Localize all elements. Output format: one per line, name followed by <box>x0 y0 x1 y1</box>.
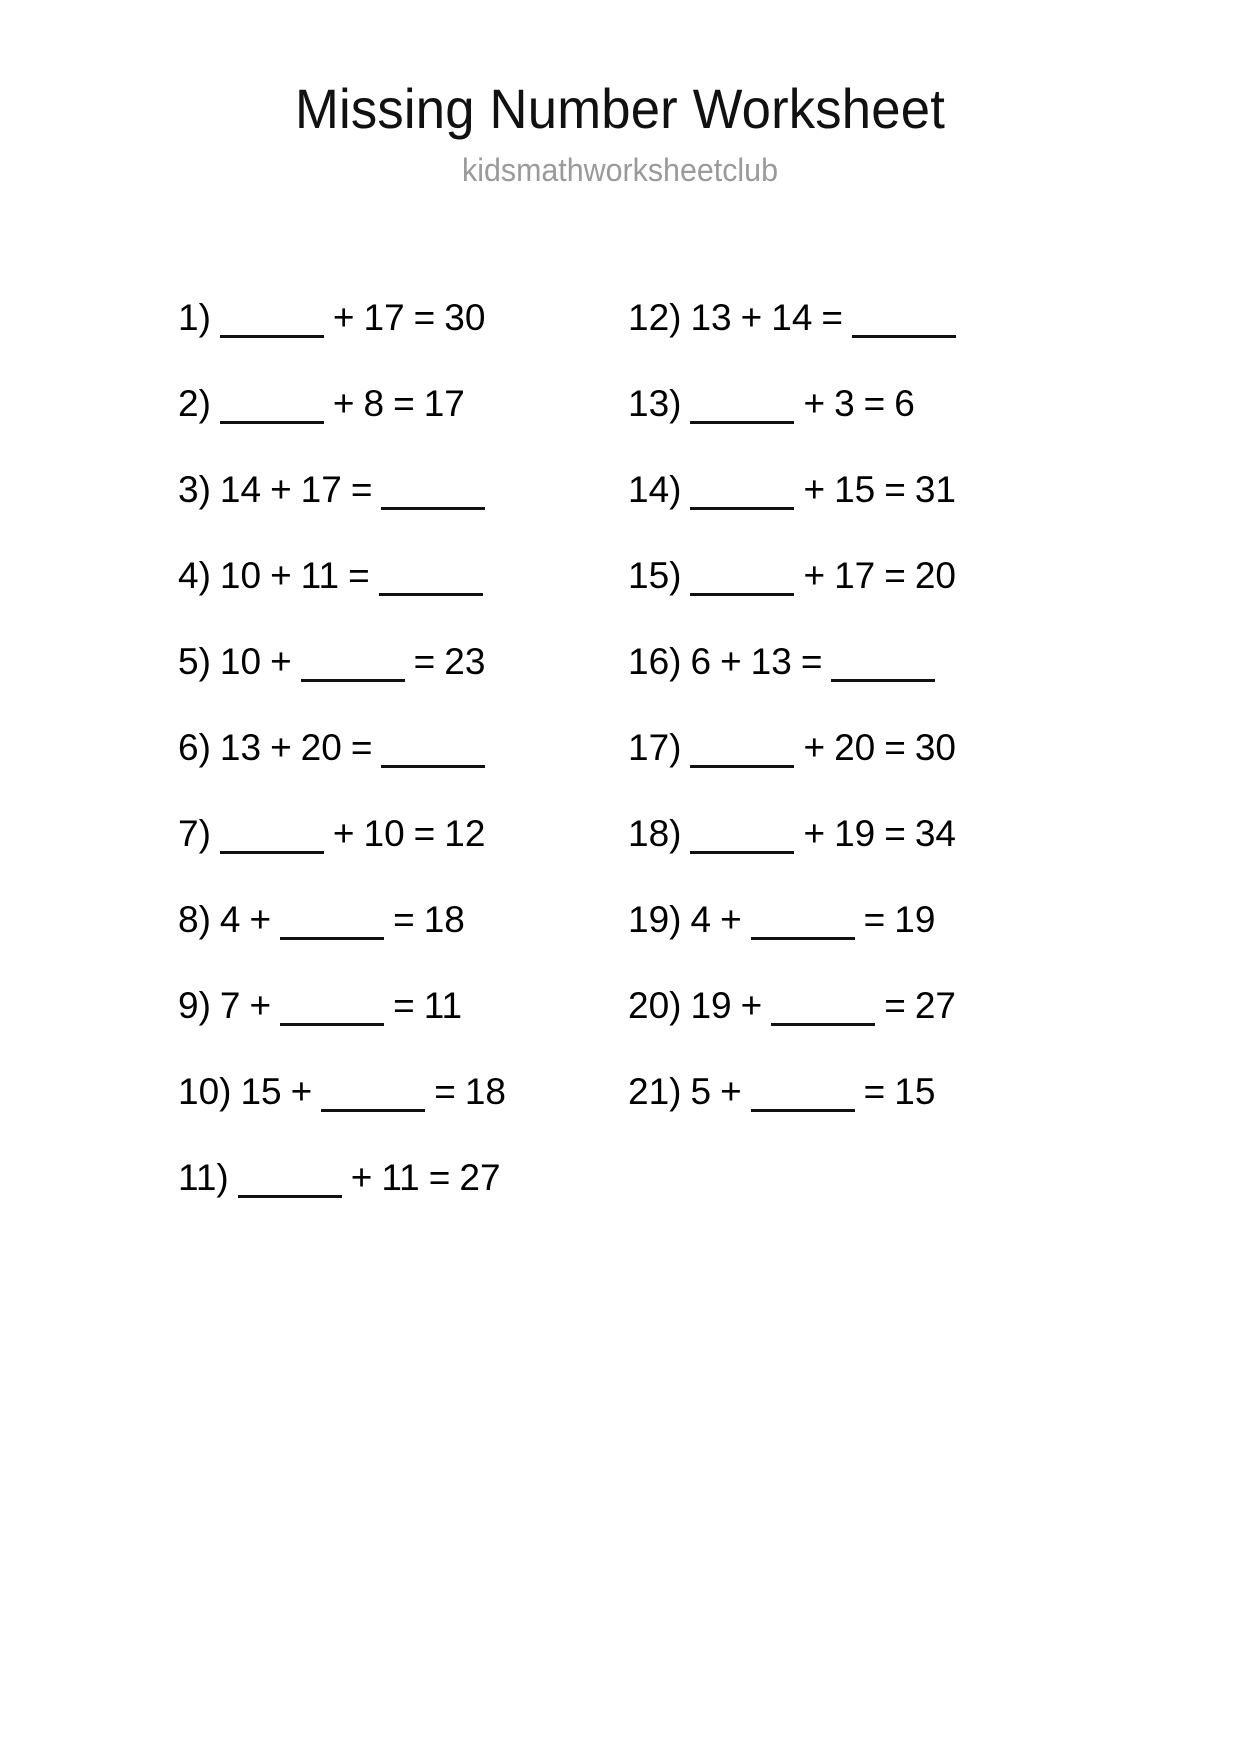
plus-operator: + <box>332 813 355 854</box>
plus-operator: + <box>803 813 826 854</box>
operand-a: 10 <box>219 555 262 596</box>
operand-result: 20 <box>914 555 957 596</box>
operand-result: 11 <box>423 985 463 1026</box>
problem-number: 15) <box>628 555 682 596</box>
problem-row <box>628 640 1078 726</box>
operand-b: 11 <box>381 1157 420 1198</box>
operand-b: 15 <box>834 469 876 510</box>
operand-b: 20 <box>300 727 342 768</box>
problem-row <box>178 1070 628 1156</box>
plus-operator: + <box>803 383 826 424</box>
equals-operator: = <box>884 727 906 768</box>
plus-operator: + <box>270 727 292 768</box>
operand-result: 18 <box>423 899 465 940</box>
operand-result: 27 <box>914 985 957 1026</box>
operand-b: 17 <box>300 469 342 510</box>
answer-blank[interactable] <box>751 1073 855 1112</box>
problem-number: 17) <box>628 727 682 768</box>
equals-operator: = <box>350 727 373 768</box>
answer-blank[interactable] <box>690 729 794 768</box>
problem-row <box>178 984 628 1070</box>
operand-b: 19 <box>834 813 876 854</box>
answer-blank[interactable] <box>301 643 405 682</box>
plus-operator: + <box>720 899 742 940</box>
plus-operator: + <box>332 297 355 338</box>
operand-result: 34 <box>914 813 957 854</box>
problem-row <box>628 1070 1078 1156</box>
problem-row <box>628 468 1078 554</box>
equals-operator: = <box>413 641 436 682</box>
problem-row <box>178 898 628 984</box>
equals-operator: = <box>393 899 415 940</box>
answer-blank[interactable] <box>690 815 794 854</box>
operand-result: 15 <box>894 1071 936 1112</box>
problem-number: 19) <box>628 899 682 940</box>
problem-number: 21) <box>628 1071 682 1112</box>
operand-b: 3 <box>834 383 855 424</box>
plus-operator: + <box>803 469 826 510</box>
problem-row <box>178 554 628 640</box>
operand-a: 4 <box>690 899 712 940</box>
problem-number: 5) <box>178 641 211 682</box>
operand-b: 8 <box>363 383 385 424</box>
problem-number: 8) <box>178 899 211 940</box>
operand-result: 12 <box>444 813 486 854</box>
operand-b: 10 <box>363 813 405 854</box>
answer-blank[interactable] <box>381 729 485 768</box>
problem-number: 4) <box>178 555 211 596</box>
page-title: Missing Number Worksheet <box>294 77 946 140</box>
answer-blank[interactable] <box>690 385 794 424</box>
plus-operator: + <box>290 1071 313 1112</box>
answer-blank[interactable] <box>381 471 485 510</box>
answer-blank[interactable] <box>321 1073 425 1112</box>
equals-operator: = <box>884 985 906 1026</box>
equals-operator: = <box>884 469 906 510</box>
answer-blank[interactable] <box>379 557 483 596</box>
problem-row <box>628 898 1078 984</box>
operand-result: 18 <box>464 1071 507 1112</box>
answer-blank[interactable] <box>238 1159 342 1198</box>
equals-operator: = <box>821 297 844 338</box>
problem-column-right <box>628 296 1078 1242</box>
problem-number: 2) <box>178 383 211 424</box>
operand-a: 14 <box>219 469 262 510</box>
problem-number: 20) <box>628 985 682 1026</box>
operand-a: 15 <box>240 1071 282 1112</box>
equals-operator: = <box>413 297 436 338</box>
plus-operator: + <box>350 1157 373 1198</box>
equals-operator: = <box>800 641 823 682</box>
equals-operator: = <box>393 383 415 424</box>
operand-result: 30 <box>444 297 486 338</box>
operand-result: 19 <box>894 899 936 940</box>
operand-b: 17 <box>834 555 876 596</box>
problem-row <box>178 382 628 468</box>
answer-blank[interactable] <box>280 987 384 1026</box>
plus-operator: + <box>720 641 742 682</box>
problem-number: 18) <box>628 813 682 854</box>
answer-blank[interactable] <box>690 471 794 510</box>
operand-result: 27 <box>459 1157 501 1198</box>
problem-row <box>628 554 1078 640</box>
problem-grid <box>0 296 1240 1242</box>
operand-a: 4 <box>219 899 241 940</box>
problem-number: 11) <box>178 1157 229 1198</box>
operand-a: 6 <box>690 641 712 682</box>
problem-number: 6) <box>178 727 211 768</box>
answer-blank[interactable] <box>690 557 794 596</box>
operand-result: 23 <box>444 641 486 682</box>
plus-operator: + <box>332 383 355 424</box>
operand-a: 7 <box>219 985 241 1026</box>
problem-number: 13) <box>628 383 682 424</box>
problem-row <box>628 812 1078 898</box>
site-attribution: kidsmathworksheetclub <box>462 152 778 188</box>
equals-operator: = <box>884 555 906 596</box>
equals-operator: = <box>350 469 373 510</box>
equals-operator: = <box>393 985 415 1026</box>
problem-number: 16) <box>628 641 682 682</box>
problem-row <box>178 1156 628 1242</box>
equals-operator: = <box>428 1157 451 1198</box>
plus-operator: + <box>720 1071 742 1112</box>
problem-number: 9) <box>178 985 211 1026</box>
worksheet-header <box>0 0 1240 190</box>
problem-row <box>628 984 1078 1070</box>
plus-operator: + <box>740 297 763 338</box>
plus-operator: + <box>270 641 292 682</box>
problem-row <box>628 296 1078 382</box>
answer-blank[interactable] <box>751 901 855 940</box>
operand-b: 14 <box>771 297 813 338</box>
problem-row <box>178 726 628 812</box>
operand-b: 11 <box>300 555 340 596</box>
problem-row <box>178 468 628 554</box>
problem-row <box>178 296 628 382</box>
plus-operator: + <box>249 985 272 1026</box>
plus-operator: + <box>249 899 272 940</box>
problem-row <box>628 726 1078 812</box>
operand-a: 5 <box>690 1071 712 1112</box>
problem-row <box>178 812 628 898</box>
problem-column-left <box>178 296 628 1242</box>
answer-blank[interactable] <box>852 299 956 338</box>
operand-result: 30 <box>914 727 957 768</box>
plus-operator: + <box>270 555 292 596</box>
plus-operator: + <box>803 555 826 596</box>
equals-operator: = <box>434 1071 456 1112</box>
operand-a: 13 <box>219 727 262 768</box>
operand-a: 10 <box>219 641 262 682</box>
problem-number: 3) <box>178 469 211 510</box>
problem-number: 7) <box>178 813 211 854</box>
problem-number: 10) <box>178 1071 232 1112</box>
answer-blank[interactable] <box>831 643 935 682</box>
operand-result: 6 <box>894 383 915 424</box>
equals-operator: = <box>413 813 436 854</box>
plus-operator: + <box>740 985 763 1026</box>
operand-b: 13 <box>750 641 792 682</box>
plus-operator: + <box>270 469 292 510</box>
equals-operator: = <box>863 899 886 940</box>
answer-blank[interactable] <box>220 385 324 424</box>
equals-operator: = <box>863 383 886 424</box>
operand-a: 19 <box>690 985 732 1026</box>
problem-row <box>628 382 1078 468</box>
operand-result: 17 <box>423 383 465 424</box>
equals-operator: = <box>348 555 370 596</box>
operand-b: 20 <box>834 727 876 768</box>
operand-a: 13 <box>690 297 732 338</box>
operand-b: 17 <box>363 297 405 338</box>
plus-operator: + <box>803 727 826 768</box>
answer-blank[interactable] <box>280 901 384 940</box>
problem-row <box>178 640 628 726</box>
equals-operator: = <box>884 813 906 854</box>
problem-number: 14) <box>628 469 682 510</box>
answer-blank[interactable] <box>220 299 324 338</box>
operand-result: 31 <box>914 469 957 510</box>
equals-operator: = <box>863 1071 886 1112</box>
problem-number: 12) <box>628 297 682 338</box>
answer-blank[interactable] <box>220 815 324 854</box>
problem-number: 1) <box>178 297 211 338</box>
answer-blank[interactable] <box>771 987 875 1026</box>
